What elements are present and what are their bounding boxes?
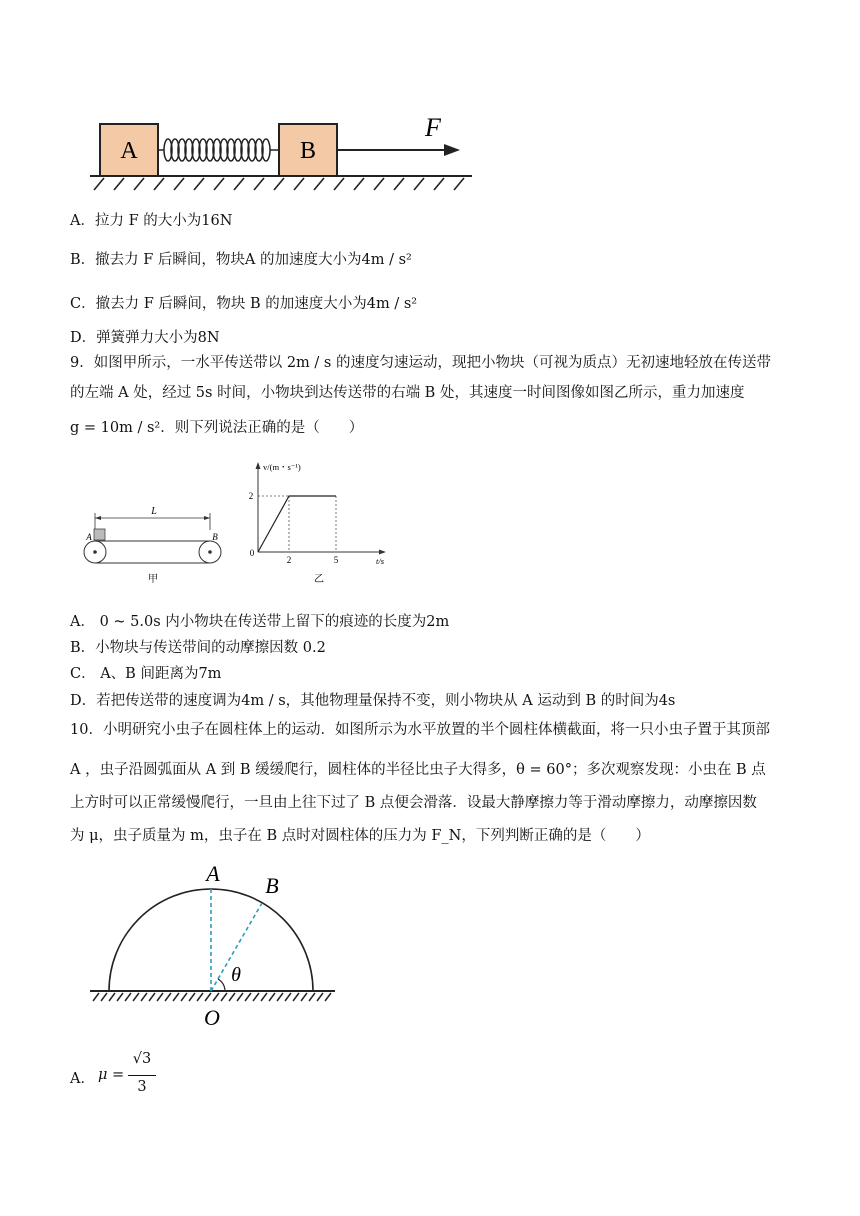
fraction-numerator: √3 (132, 1051, 152, 1067)
x-tick-2: 2 (286, 555, 292, 565)
q9-stem-line-2: 的左端 A 处，经过 5s 时间，小物块到达传送带的右端 B 处，其速度一时间图像如图乙所示，重力加速度 (70, 385, 745, 401)
q9-figure-yi (243, 458, 393, 586)
q9-figure-jia (80, 500, 230, 585)
point-b-label: B (212, 532, 218, 542)
point-o-label: O (204, 1005, 220, 1030)
block-a-label: A (120, 138, 138, 164)
fraction-bar (128, 1075, 156, 1076)
figure-yi-caption: 乙 (314, 574, 324, 585)
q8-option-a: A．拉力 F 的大小为16N (70, 213, 233, 229)
point-b-label: B (265, 873, 279, 898)
q8-option-c: C．撤去力 F 后瞬间，物块 B 的加速度大小为4m / s² (70, 296, 418, 312)
option-a-prefix: A． (70, 1071, 95, 1087)
q9-option-b: B．小物块与传送带间的动摩擦因数 0.2 (70, 640, 326, 656)
x-tick-5: 5 (333, 555, 339, 565)
block-b-label: B (299, 138, 317, 164)
force-label: F (425, 113, 441, 142)
y-tick-2: 2 (248, 491, 254, 501)
q10-stem-line-1: 10．小明研究小虫子在圆柱体上的运动．如图所示为水平放置的半个圆柱体横截面，将一只小虫子置于其顶部 (70, 722, 770, 738)
q9-stem-line-1: 9．如图甲所示，一水平传送带以 2m / s 的速度匀速运动，现把小物块（可视为质点）无初速地轻放在传送带 (70, 355, 771, 371)
q8-option-b: B．撤去力 F 后瞬间，物块A 的加速度大小为4m / s² (70, 252, 412, 268)
q9-stem-line-3: g = 10m / s²．则下列说法正确的是（ ） (70, 420, 364, 436)
origin-label: 0 (249, 548, 255, 558)
theta-label: θ (231, 964, 241, 986)
spring (158, 139, 279, 161)
q8-option-d: D．弹簧弹力大小为8N (70, 330, 220, 346)
q9-option-a: A． 0 ~ 5.0s 内小物块在传送带上留下的痕迹的长度为2m (70, 614, 450, 630)
q10-stem-line-4: 为 μ，虫子质量为 m，虫子在 B 点时对圆柱体的压力为 F_N，下列判断正确的是（ ） (70, 828, 650, 844)
small-block (94, 529, 105, 540)
figure-jia-caption: 甲 (148, 574, 158, 585)
q10-stem-line-2: A ，虫子沿圆弧面从 A 到 B 缓缓爬行，圆柱体的半径比虫子大得多，θ = 60°；多次观察发现：小虫在 B 点 (70, 762, 766, 778)
length-label: L (151, 506, 157, 517)
q9-option-d: D．若把传送带的速度调为4m / s，其他物理量保持不变，则小物块从 A 运动到 B 的时间为4s (70, 693, 676, 709)
y-axis-label: v/(m・s⁻¹) (263, 462, 301, 472)
q9-option-c: C． A、B 间距离为7m (70, 666, 222, 682)
q10-stem-line-3: 上方时可以正常缓慢爬行，一旦由上往下过了 B 点便会滑落．设最大静摩擦力等于滑动摩擦力，动摩擦因数 (70, 795, 757, 811)
fraction-denominator: 3 (137, 1079, 147, 1095)
q10-figure (85, 855, 345, 1035)
point-a-label: A (86, 532, 92, 542)
x-axis-label: t/s (376, 556, 385, 566)
point-a-label: A (206, 861, 220, 886)
velocity-line (258, 496, 336, 552)
option-a-mu: μ = (98, 1067, 125, 1083)
q8-figure (88, 110, 478, 200)
